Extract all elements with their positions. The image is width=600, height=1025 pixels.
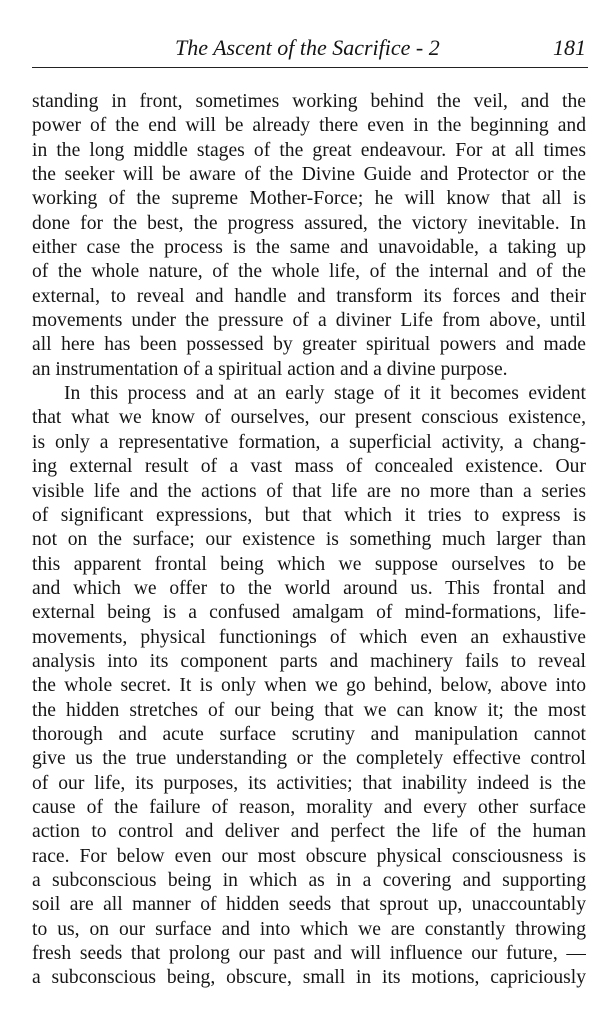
text-line: to us, on our surface and into which we are constantly throwing: [32, 918, 586, 940]
text-line: movements, physical functionings of which even an exhaustive: [32, 626, 586, 648]
text-line: of our life, its purposes, its activities; that inability indeed is the: [32, 772, 586, 794]
text-line: is only a representative formation, a superficial activity, a chang-: [32, 431, 586, 453]
text-line: done for the best, the progress assured, the victory inevitable. In: [32, 212, 586, 234]
text-line: in the long middle stages of the great endeavour. For at all times: [32, 139, 586, 161]
header-rule: [32, 67, 588, 68]
text-line: of the whole nature, of the whole life, of the internal and of the: [32, 261, 586, 283]
text-line: visible life and the actions of that life are no more than a series: [32, 480, 586, 502]
text-line: that what we know of ourselves, our present conscious existence,: [32, 407, 586, 429]
running-title: The Ascent of the Sacrifice - 2: [175, 35, 440, 60]
text-line: give us the true understanding or the completely effective control: [32, 748, 586, 770]
text-line: working of the supreme Mother-Force; he will know that all is: [32, 188, 586, 210]
text-line: a subconscious being in which as in a covering and supporting: [32, 870, 586, 891]
text-line: this apparent frontal being which we suppose ourselves to be: [32, 553, 586, 575]
text-line: not on the surface; our existence is something much larger than: [32, 529, 586, 551]
text-line: either case the process is the same and unavoidable, a taking up: [32, 237, 586, 259]
text-line: analysis into its component parts and machinery fails to reveal: [32, 650, 586, 672]
text-line: cause of the failure of reason, morality and every other surface: [32, 796, 586, 818]
page-number: 181: [553, 35, 586, 60]
text-line: an instrumentation of a spiritual action and a divine purpose.: [32, 358, 508, 380]
text-line: the seeker will be aware of the Divine Guide and Protector or the: [32, 164, 586, 186]
running-head: [32, 34, 588, 66]
text-line: and which we offer to the world around us. This frontal and: [32, 577, 586, 599]
text-line: ing external result of a vast mass of concealed existence. Our: [32, 456, 586, 478]
text-line: race. For below even our most obscure physical consciousness is: [32, 845, 586, 867]
text-line: action to control and deliver and perfect the life of the human: [32, 821, 586, 843]
text-line: external, to reveal and handle and transform its forces and their: [32, 285, 586, 307]
text-line: a subconscious being, obscure, small in its motions, capriciously: [32, 967, 586, 989]
body-text: [32, 90, 586, 991]
text-line: the hidden stretches of our being that we can know it; the most: [32, 699, 586, 721]
text-line: all here has been possessed by greater spiritual powers and made: [32, 334, 586, 356]
text-line: soil are all manner of hidden seeds that sprout up, unaccountably: [32, 894, 586, 916]
text-line: power of the end will be already there even in the beginning and: [32, 115, 586, 137]
text-line: external being is a confused amalgam of mind-formations, life-: [32, 602, 586, 624]
text-line: thorough and acute surface scrutiny and manipulation cannot: [32, 723, 586, 745]
text-line: fresh seeds that prolong our past and will influence our future, —: [32, 943, 586, 965]
text-line: standing in front, sometimes working behind the veil, and the: [32, 91, 586, 112]
text-line: movements under the pressure of a diviner Life from above, until: [32, 310, 586, 332]
text-line: the whole secret. It is only when we go behind, below, above into: [32, 675, 586, 697]
text-line: In this process and at an early stage of it it becomes evident: [64, 383, 586, 405]
text-line: of significant expressions, but that which it tries to express is: [32, 504, 586, 526]
